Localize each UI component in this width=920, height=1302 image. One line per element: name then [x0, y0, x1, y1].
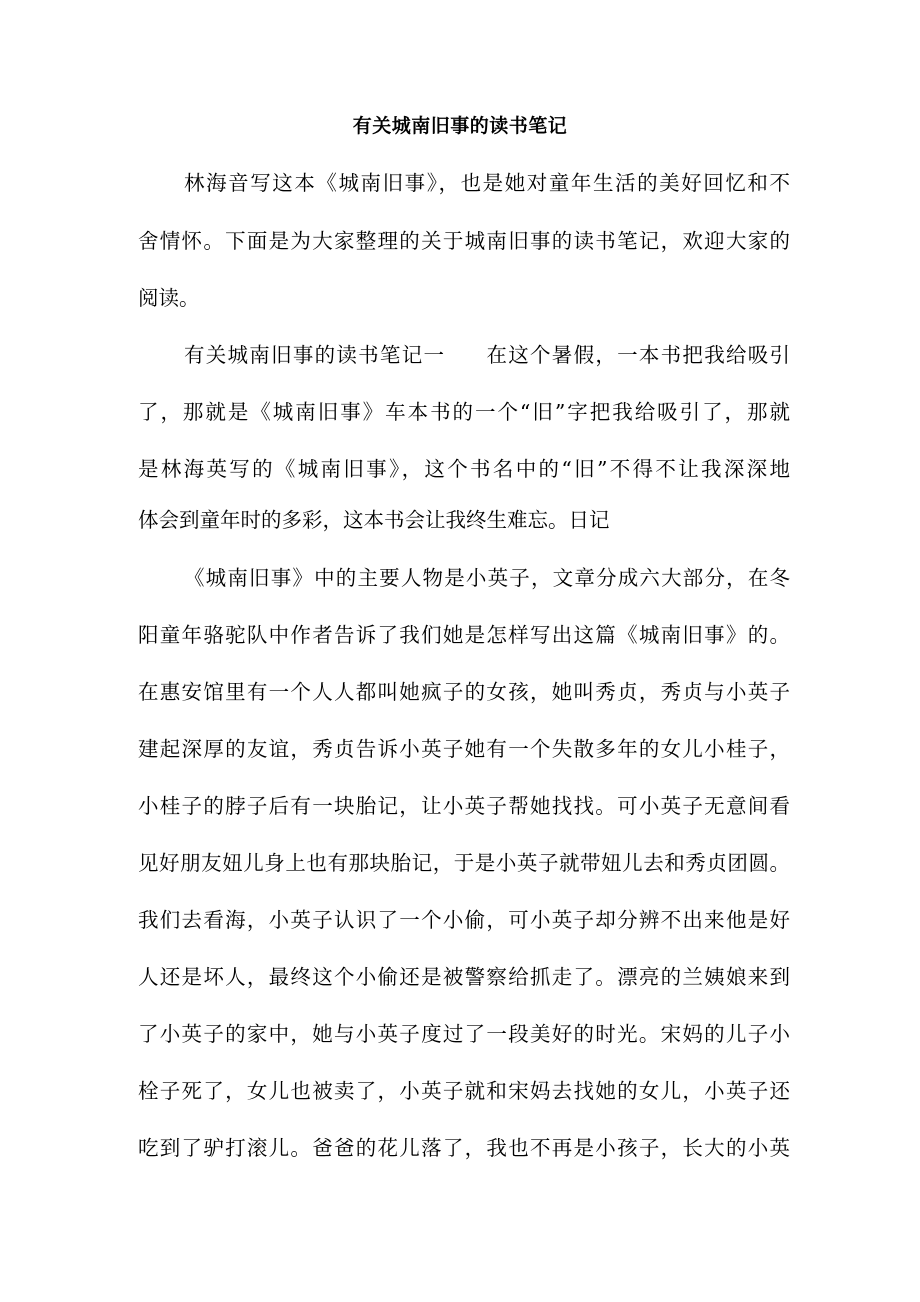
paragraph-line: 舍情怀。下面是为大家整理的关于城南旧事的读书笔记，欢迎大家的 — [138, 229, 790, 253]
paragraph-line: 《城南旧事》中的主要人物是小英子，文章分成六大部分，在冬 — [184, 566, 790, 590]
paragraph-line: 栓子死了，女儿也被卖了，小英子就和宋妈去找她的女儿，小英子还 — [138, 1079, 790, 1103]
paragraph-line: 阅读。 — [138, 286, 200, 310]
paragraph-line: 了，那就是《城南旧事》车本书的一个“旧”字把我给吸引了，那就 — [138, 400, 790, 424]
paragraph-line: 体会到童年时的多彩，这本书会让我终生难忘。日记 — [138, 508, 610, 532]
section-first-line: 在这个暑假，一本书把我给吸引 — [485, 343, 790, 367]
paragraph-line: 吃到了驴打滚儿。爸爸的花儿落了，我也不再是小孩子，长大的小英 — [138, 1136, 790, 1160]
paragraph-line: 了小英子的家中，她与小英子度过了一段美好的时光。宋妈的儿子小 — [138, 1022, 790, 1046]
paragraph-line: 小桂子的脖子后有一块胎记，让小英子帮她找找。可小英子无意间看 — [138, 794, 790, 818]
paragraph-line: 在惠安馆里有一个人人都叫她疯子的女孩，她叫秀贞，秀贞与小英子 — [138, 680, 790, 704]
paragraph-line: 是林海英写的《城南旧事》，这个书名中的“旧”不得不让我深深地 — [138, 457, 790, 481]
paragraph-line: 林海音写这本《城南旧事》，也是她对童年生活的美好回忆和不 — [184, 171, 790, 195]
paragraph-line: 建起深厚的友谊，秀贞告诉小英子她有一个失散多年的女儿小桂子， — [138, 737, 790, 761]
paragraph-line — [138, 340, 790, 370]
paragraph-line: 见好朋友妞儿身上也有那块胎记，于是小英子就带妞儿去和秀贞团圆。 — [138, 851, 790, 875]
paragraph-line: 我们去看海，小英子认识了一个小偷，可小英子却分辨不出来他是好 — [138, 908, 790, 932]
paragraph-line: 人还是坏人，最终这个小偷还是被警察给抓走了。漂亮的兰姨娘来到 — [138, 965, 790, 989]
paragraph-line: 阳童年骆驼队中作者告诉了我们她是怎样写出这篇《城南旧事》的。 — [138, 623, 790, 647]
document-title: 有关城南旧事的读书笔记 — [352, 115, 568, 137]
section-heading: 有关城南旧事的读书笔记一 — [184, 343, 446, 367]
